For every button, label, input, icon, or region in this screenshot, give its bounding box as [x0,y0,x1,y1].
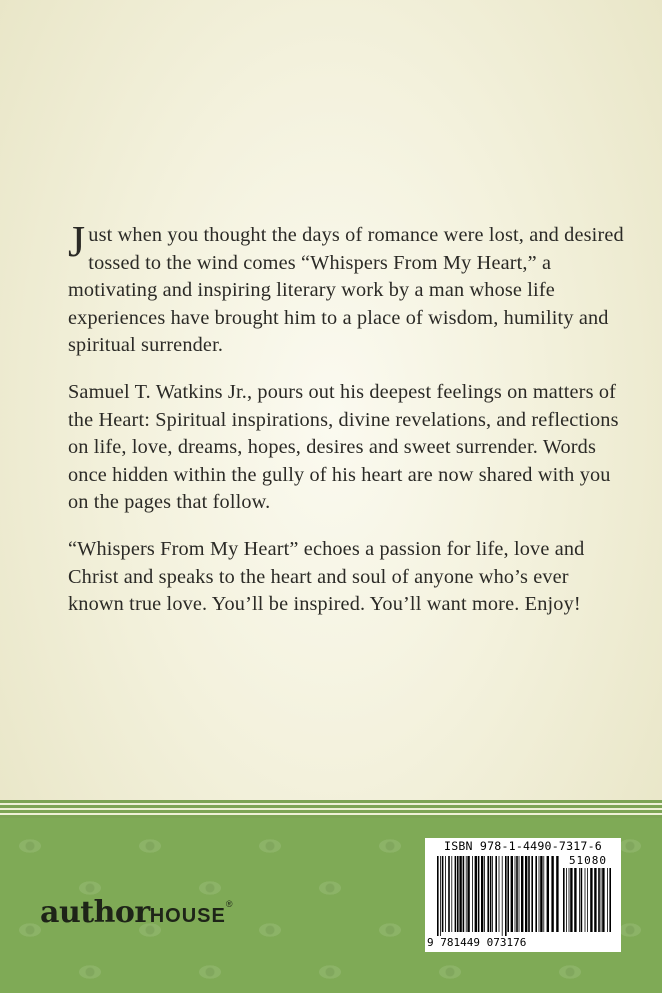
barcode-bar [457,856,459,932]
barcode-bar [515,856,516,932]
barcode-bar [459,856,461,932]
barcode-bar [525,856,527,932]
barcode-bar [521,856,523,932]
blurb-paragraph-1-text: ust when you thought the days of romance were lost, and desired tossed to the wind comes “Whispers From My Heart,” a motivating and inspiring literary work by a man whose life experiences have brought him to a place of wisdom, humility and spiritual surrender. [68,224,624,357]
barcode-bar [547,856,549,932]
barcode-bar [531,856,533,932]
barcode-bar [566,868,567,932]
isbn-number: ISBN 978-1-4490-7317-6 [444,839,602,853]
blurb-paragraph-1 [68,217,628,360]
barcode-bar [502,856,503,940]
barcode-bar [484,856,485,932]
barcode-bar [467,856,469,932]
barcode-bar [540,856,542,932]
barcode-bar [539,856,540,932]
barcode-bar [507,856,509,932]
logo-house-text: HOUSE [149,905,226,927]
barcode-bar [602,868,604,932]
barcode-bar [519,856,520,932]
barcode-bar [451,856,452,932]
addon-barcode-bars [563,868,613,940]
barcode-bar [492,856,493,932]
blurb-paragraph-2: Samuel T. Watkins Jr., pours out his deepest feelings on matters of the Heart: Spiritual inspirations, divine revelations, and reflections on life, love, dreams, hopes, desires and sweet surrender. Words once hidden within the gully of his heart are now shared with you on the pages that follow. [68,380,619,514]
barcode-bar [437,856,439,940]
barcode-bar [609,868,611,932]
barcode-bar [587,868,588,932]
decorative-stripes [0,800,662,820]
barcode-bar [556,856,558,932]
barcode-bar [581,868,583,932]
barcode-bar [445,856,446,932]
barcode-bar [516,856,518,932]
isbn-barcode [425,838,621,952]
barcode-bar [543,856,544,932]
barcode-bar [574,868,576,932]
ean-barcode-bars [437,856,559,940]
barcode-bar [563,868,565,932]
logo-author-text: author [40,895,150,930]
barcode-bar [601,868,602,932]
barcode-bar [594,868,596,932]
barcode-bar [472,856,473,932]
barcode-bar [585,868,586,932]
barcode-bar [490,856,492,932]
price-addon-digits: 51080 [568,854,608,867]
barcode-bar [607,868,608,932]
barcode-bar [590,868,592,932]
barcode-bar [478,856,480,932]
barcode-bar [463,856,465,932]
barcode-bar [511,856,513,932]
barcode-bar [528,856,530,932]
barcode-bar [551,856,553,932]
barcode-bar [569,868,570,932]
barcode-bar [487,856,489,932]
barcode-bar [505,856,507,940]
barcode-bar [598,868,600,932]
barcode-bar [570,868,572,932]
publisher-logo [40,895,233,935]
blurb-paragraph-3: “Whispers From My Heart” echoes a passion for life, love and Christ and speaks to the heart and soul of anyone who’s ever known true love. You’ll be inspired. You’ll want more. Enjoy! [68,537,585,616]
barcode-bar [495,856,497,932]
barcode-bar [440,856,441,940]
drop-cap: J [68,217,86,266]
barcode-bar [535,856,537,932]
barcode-bar [579,868,580,932]
registered-mark: ® [225,899,233,909]
barcode-bar [499,856,500,932]
barcode-bar [466,856,467,932]
barcode-bar [481,856,483,932]
cover-blurb [68,217,628,638]
ean-digits: 9 781449 073176 [427,936,561,949]
barcode-bar [475,856,477,932]
barcode-bar [442,856,444,932]
barcode-bar [448,856,450,932]
barcode-bar [455,856,457,932]
